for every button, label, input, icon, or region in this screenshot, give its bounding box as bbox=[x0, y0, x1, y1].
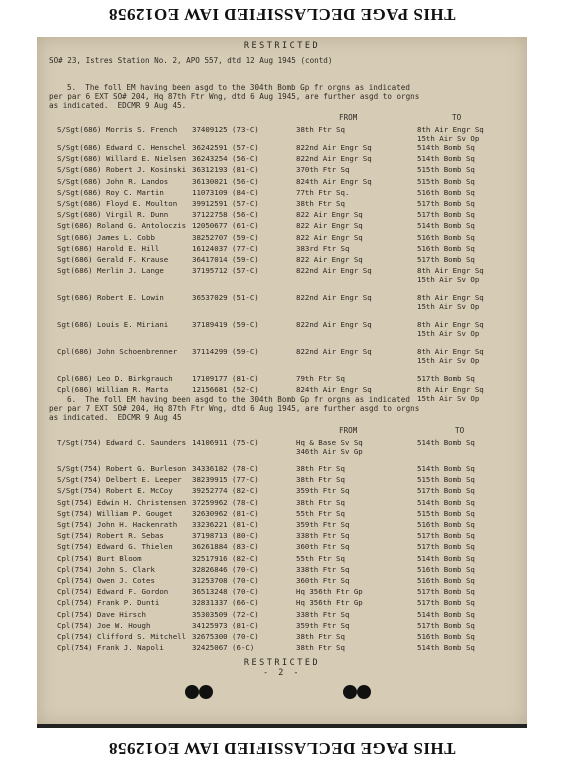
personnel-name: T/Sgt(754) Edward C. Saunders bbox=[57, 438, 187, 447]
serial-number: 37259962 (78-C) bbox=[192, 497, 259, 507]
to-unit: 514th Bomb Sq bbox=[417, 553, 475, 563]
punch-hole bbox=[199, 685, 213, 699]
table-row bbox=[37, 587, 527, 596]
table-row bbox=[37, 509, 527, 518]
personnel-name: S/Sgt(686) Floyd E. Moulton bbox=[57, 199, 178, 208]
para5-from-header: FROM bbox=[339, 113, 358, 122]
to-unit-line-2: 15th Air Sv Op bbox=[417, 329, 480, 339]
para5-line-1: 5. The foll EM having been asgd to the 304th Bomb Gp fr orgns as indicated bbox=[67, 83, 410, 92]
serial-number: 33236221 (81-C) bbox=[192, 520, 259, 529]
para6-line-1: 6. The foll EM having been asgd to the 304th Bomb Gp fr orgns as indicated bbox=[67, 395, 410, 404]
from-unit: 38th Ftr Sq bbox=[296, 643, 345, 653]
to-unit: 517th Bomb Sq bbox=[417, 531, 475, 541]
to-unit: 517th Bomb Sq bbox=[417, 374, 475, 384]
from-unit: 38th Ftr Sq bbox=[296, 464, 345, 473]
table-row bbox=[37, 374, 527, 383]
serial-number: 37122758 (56-C) bbox=[192, 210, 259, 220]
serial-number: 36312193 (81-C) bbox=[192, 165, 259, 175]
from-unit: 822 Air Engr Sq bbox=[296, 221, 363, 231]
table-row bbox=[37, 610, 527, 619]
para5-to-header: TO bbox=[452, 113, 462, 122]
from-unit: 360th Ftr Sq bbox=[296, 576, 350, 585]
table-row bbox=[37, 143, 527, 152]
table-row bbox=[37, 199, 527, 208]
personnel-name: Sgt(754) William P. Gouget bbox=[57, 508, 173, 518]
serial-number: 14106911 (75-C) bbox=[192, 438, 259, 447]
table-row bbox=[37, 438, 527, 447]
personnel-name: Cpl(754) Burt Bloom bbox=[57, 553, 142, 563]
serial-number: 37409125 (73-C) bbox=[192, 125, 259, 134]
personnel-name: Sgt(686) Robert E. Lowin bbox=[57, 293, 164, 303]
to-unit-line-2: 15th Air Sv Op bbox=[417, 394, 480, 404]
from-unit: 383rd Ftr Sq bbox=[296, 243, 350, 253]
personnel-name: Cpl(754) John S. Clark bbox=[57, 564, 155, 574]
restricted-header: RESTRICTED bbox=[243, 41, 321, 51]
table-row-continuation bbox=[37, 329, 527, 338]
personnel-name: Cpl(754) Edward F. Gordon bbox=[57, 587, 169, 597]
table-row bbox=[37, 177, 527, 186]
to-unit: 8th Air Engr Sq bbox=[417, 347, 484, 357]
to-unit: 517th Bomb Sq bbox=[417, 210, 475, 220]
from-unit-line-2: 346th Air Sv Gp bbox=[296, 447, 363, 456]
personnel-name: Sgt(754) Edwin H. Christensen bbox=[57, 497, 187, 507]
table-row-continuation bbox=[37, 134, 527, 143]
to-unit-line-2: 15th Air Sv Op bbox=[417, 356, 480, 366]
to-unit: 516th Bomb Sq bbox=[417, 187, 475, 197]
from-unit: 822nd Air Engr Sq bbox=[296, 143, 372, 152]
to-unit: 517th Bomb Sq bbox=[417, 486, 475, 496]
para6-from-header: FROM bbox=[339, 426, 358, 435]
serial-number: 35303509 (72-C) bbox=[192, 609, 259, 619]
declassified-banner-top: THIS PAGE DECLASSIFIED IAW EO12958 bbox=[108, 5, 456, 24]
from-unit: 822 Air Engr Sq bbox=[296, 232, 363, 242]
to-unit: 514th Bomb Sq bbox=[417, 497, 475, 507]
serial-number: 38252707 (59-C) bbox=[192, 232, 259, 242]
serial-number: 32675300 (70-C) bbox=[192, 632, 259, 641]
serial-number: 32630962 (81-C) bbox=[192, 508, 259, 518]
table-row bbox=[37, 486, 527, 495]
punch-hole bbox=[357, 685, 371, 699]
to-unit-line-2: 15th Air Sv Op bbox=[417, 134, 480, 143]
to-unit: 8th Air Engr Sq bbox=[417, 320, 484, 330]
table-row bbox=[37, 475, 527, 484]
to-unit: 515th Bomb Sq bbox=[417, 508, 475, 518]
to-unit: 517th Bomb Sq bbox=[417, 587, 475, 597]
personnel-name: S/Sgt(686) Virgil R. Dunn bbox=[57, 210, 169, 220]
from-unit: 822nd Air Engr Sq bbox=[296, 293, 372, 303]
personnel-name: S/Sgt(686) Morris S. French bbox=[57, 125, 178, 134]
from-unit: 38th Ftr Sq bbox=[296, 125, 345, 134]
from-unit: 38th Ftr Sq bbox=[296, 475, 345, 485]
serial-number: 37195712 (57-C) bbox=[192, 266, 259, 276]
personnel-name: Cpl(754) Frank J. Napoli bbox=[57, 643, 164, 653]
from-unit: 824th Air Engr Sq bbox=[296, 385, 372, 395]
table-row bbox=[37, 385, 527, 394]
serial-number: 34336182 (78-C) bbox=[192, 464, 259, 473]
from-unit: 822 Air Engr Sq bbox=[296, 210, 363, 220]
serial-number: 36513248 (70-C) bbox=[192, 587, 259, 597]
from-unit: Hq 356th Ftr Gp bbox=[296, 598, 363, 608]
personnel-name: Cpl(754) Joe W. Hough bbox=[57, 620, 151, 630]
para5-line-3: as indicated. EDCMR 9 Aug 45. bbox=[49, 101, 187, 110]
table-row bbox=[37, 221, 527, 230]
serial-number: 39912591 (57-C) bbox=[192, 199, 259, 208]
declassified-banner-bottom: THIS PAGE DECLASSIFIED IAW EO12958 bbox=[108, 739, 456, 758]
para6-to-header: TO bbox=[455, 426, 465, 435]
to-unit: 8th Air Engr Sq bbox=[417, 266, 484, 276]
serial-number: 34125973 (81-C) bbox=[192, 620, 259, 630]
from-unit: 38th Ftr Sq bbox=[296, 497, 345, 507]
table-row bbox=[37, 154, 527, 163]
to-unit: 514th Bomb Sq bbox=[417, 643, 475, 653]
to-unit: 514th Bomb Sq bbox=[417, 609, 475, 619]
to-unit: 517th Bomb Sq bbox=[417, 542, 475, 552]
to-unit: 514th Bomb Sq bbox=[417, 143, 475, 152]
table-row bbox=[37, 542, 527, 551]
table-row bbox=[37, 347, 527, 356]
scan-edge bbox=[37, 724, 527, 728]
personnel-name: Sgt(754) Edward G. Thielen bbox=[57, 542, 173, 552]
from-unit: 822nd Air Engr Sq bbox=[296, 320, 372, 330]
serial-number: 38239915 (77-C) bbox=[192, 475, 259, 485]
to-unit: 8th Air Engr Sq bbox=[417, 125, 484, 134]
personnel-name: Sgt(754) Robert R. Sebas bbox=[57, 531, 164, 541]
page-number: - 2 - bbox=[262, 668, 302, 678]
personnel-name: Cpl(686) John Schoenbrenner bbox=[57, 347, 178, 357]
from-unit: 338th Ftr Sq bbox=[296, 531, 350, 541]
to-unit: 515th Bomb Sq bbox=[417, 176, 475, 186]
punch-hole bbox=[343, 685, 357, 699]
from-unit: 359th Ftr Sq bbox=[296, 520, 350, 529]
personnel-name: Sgt(686) Harold E. Hill bbox=[57, 243, 160, 253]
personnel-name: Cpl(754) Clifford S. Mitchell bbox=[57, 632, 187, 641]
table-row-continuation bbox=[37, 447, 527, 456]
table-row bbox=[37, 266, 527, 275]
serial-number: 31253708 (70-C) bbox=[192, 576, 259, 585]
from-unit: 822nd Air Engr Sq bbox=[296, 266, 372, 276]
to-unit: 8th Air Engr Sq bbox=[417, 385, 484, 395]
serial-number: 36261884 (83-C) bbox=[192, 542, 259, 552]
to-unit-line-2: 15th Air Sv Op bbox=[417, 275, 480, 285]
table-row-continuation bbox=[37, 356, 527, 365]
personnel-name: S/Sgt(754) Delbert E. Leeper bbox=[57, 475, 182, 485]
personnel-name: S/Sgt(686) Robert J. Kosinski bbox=[57, 165, 187, 175]
table-row bbox=[37, 520, 527, 529]
from-unit: Hq & Base Sv Sq bbox=[296, 438, 363, 447]
table-row bbox=[37, 320, 527, 329]
serial-number: 36242591 (57-C) bbox=[192, 143, 259, 152]
para6-line-2: per par 7 EXT SO# 204, Hq 87th Ftr Wng, dtd 6 Aug 1945, are further asgd to orgns bbox=[49, 404, 420, 413]
table-row bbox=[37, 565, 527, 574]
para6-line-3: as indicated. EDCMR 9 Aug 45 bbox=[49, 413, 182, 422]
personnel-name: Sgt(686) James L. Cobb bbox=[57, 232, 155, 242]
table-row bbox=[37, 233, 527, 242]
serial-number: 32425067 (6-C) bbox=[192, 643, 255, 653]
from-unit: 822nd Air Engr Sq bbox=[296, 154, 372, 164]
from-unit: 824th Air Engr Sq bbox=[296, 176, 372, 186]
serial-number: 37198713 (80-C) bbox=[192, 531, 259, 541]
table-row bbox=[37, 498, 527, 507]
serial-number: 36537029 (51-C) bbox=[192, 293, 259, 303]
to-unit: 516th Bomb Sq bbox=[417, 576, 475, 585]
personnel-name: S/Sgt(754) Robert G. Burleson bbox=[57, 464, 187, 473]
table-row-continuation bbox=[37, 275, 527, 284]
to-unit: 516th Bomb Sq bbox=[417, 632, 475, 641]
personnel-name: S/Sgt(754) Robert E. McCoy bbox=[57, 486, 173, 496]
table-row bbox=[37, 244, 527, 253]
table-row bbox=[37, 165, 527, 174]
personnel-name: Cpl(754) Owen J. Cotes bbox=[57, 576, 155, 585]
serial-number: 32831337 (66-C) bbox=[192, 598, 259, 608]
serial-number: 12050677 (61-C) bbox=[192, 221, 259, 231]
serial-number: 36243254 (56-C) bbox=[192, 154, 259, 164]
from-unit: 79th Ftr Sq bbox=[296, 374, 345, 384]
personnel-name: S/Sgt(686) Roy C. Martin bbox=[57, 187, 164, 197]
personnel-name: Sgt(686) Louis E. Miriani bbox=[57, 320, 169, 330]
table-row bbox=[37, 554, 527, 563]
from-unit: Hq 356th Ftr Gp bbox=[296, 587, 363, 597]
to-unit: 516th Bomb Sq bbox=[417, 232, 475, 242]
table-row bbox=[37, 598, 527, 607]
table-row bbox=[37, 531, 527, 540]
table-row bbox=[37, 464, 527, 473]
personnel-name: Cpl(686) Leo D. Birkgrauch bbox=[57, 374, 173, 384]
from-unit: 338th Ftr Sq bbox=[296, 564, 350, 574]
personnel-name: Sgt(686) Roland G. Antoloczis bbox=[57, 221, 187, 231]
to-unit-line-2: 15th Air Sv Op bbox=[417, 302, 480, 312]
to-unit: 516th Bomb Sq bbox=[417, 520, 475, 529]
table-row bbox=[37, 576, 527, 585]
to-unit: 515th Bomb Sq bbox=[417, 475, 475, 485]
to-unit: 516th Bomb Sq bbox=[417, 564, 475, 574]
table-row bbox=[37, 125, 527, 134]
personnel-name: Sgt(754) John H. Hackenrath bbox=[57, 520, 178, 529]
to-unit: 515th Bomb Sq bbox=[417, 165, 475, 175]
serial-number: 16124037 (77-C) bbox=[192, 243, 259, 253]
to-unit: 514th Bomb Sq bbox=[417, 438, 475, 447]
from-unit: 38th Ftr Sq bbox=[296, 199, 345, 208]
table-row bbox=[37, 632, 527, 641]
serial-number: 36417014 (59-C) bbox=[192, 255, 259, 264]
serial-number: 12156681 (52-C) bbox=[192, 385, 259, 395]
to-unit: 514th Bomb Sq bbox=[417, 154, 475, 164]
serial-number: 37189419 (59-C) bbox=[192, 320, 259, 330]
from-unit: 360th Ftr Sq bbox=[296, 542, 350, 552]
table-row bbox=[37, 255, 527, 264]
from-unit: 370th Ftr Sq bbox=[296, 165, 350, 175]
to-unit: 516th Bomb Sq bbox=[417, 243, 475, 253]
personnel-name: Cpl(754) Dave Hirsch bbox=[57, 609, 146, 619]
serial-number: 36130021 (56-C) bbox=[192, 176, 259, 186]
personnel-name: Cpl(754) Frank P. Dunti bbox=[57, 598, 160, 608]
personnel-name: Cpl(686) William R. Marta bbox=[57, 385, 169, 395]
personnel-name: Sgt(686) Merlin J. Lange bbox=[57, 266, 164, 276]
punch-hole bbox=[185, 685, 199, 699]
from-unit: 359th Ftr Sq bbox=[296, 486, 350, 496]
serial-number: 32517916 (82-C) bbox=[192, 553, 259, 563]
to-unit: 8th Air Engr Sq bbox=[417, 293, 484, 303]
restricted-footer: RESTRICTED bbox=[243, 658, 321, 668]
to-unit: 517th Bomb Sq bbox=[417, 199, 475, 208]
personnel-name: S/Sgt(686) John R. Landos bbox=[57, 176, 169, 186]
from-unit: 822 Air Engr Sq bbox=[296, 255, 363, 264]
serial-number: 11073109 (84-C) bbox=[192, 187, 259, 197]
table-row bbox=[37, 293, 527, 302]
personnel-name: S/Sgt(686) Edward C. Henschel bbox=[57, 143, 187, 152]
document-page bbox=[37, 37, 527, 725]
from-unit: 338th Ftr Sq bbox=[296, 609, 350, 619]
table-row bbox=[37, 643, 527, 652]
from-unit: 55th Ftr Sq bbox=[296, 553, 345, 563]
to-unit: 517th Bomb Sq bbox=[417, 620, 475, 630]
reference-line: SO# 23, Istres Station No. 2, APO 557, dtd 12 Aug 1945 (contd) bbox=[49, 56, 333, 65]
para5-line-2: per par 6 EXT SO# 204, Hq 87th Ftr Wng, dtd 6 Aug 1945, are further asgd to orgns bbox=[49, 92, 420, 101]
from-unit: 55th Ftr Sq bbox=[296, 508, 345, 518]
serial-number: 17109177 (81-C) bbox=[192, 374, 259, 384]
table-row bbox=[37, 210, 527, 219]
table-row bbox=[37, 188, 527, 197]
to-unit: 517th Bomb Sq bbox=[417, 598, 475, 608]
to-unit: 517th Bomb Sq bbox=[417, 255, 475, 264]
serial-number: 39252774 (82-C) bbox=[192, 486, 259, 496]
personnel-name: S/Sgt(686) Willard E. Nielsen bbox=[57, 154, 187, 164]
serial-number: 37114299 (59-C) bbox=[192, 347, 259, 357]
from-unit: 38th Ftr Sq bbox=[296, 632, 345, 641]
table-row-continuation bbox=[37, 302, 527, 311]
from-unit: 822nd Air Engr Sq bbox=[296, 347, 372, 357]
personnel-name: Sgt(686) Gerald F. Krause bbox=[57, 255, 169, 264]
to-unit: 514th Bomb Sq bbox=[417, 464, 475, 473]
serial-number: 32826846 (70-C) bbox=[192, 564, 259, 574]
to-unit: 514th Bomb Sq bbox=[417, 221, 475, 231]
table-row bbox=[37, 621, 527, 630]
from-unit: 77th Ftr Sq. bbox=[296, 187, 350, 197]
from-unit: 359th Ftr Sq bbox=[296, 620, 350, 630]
